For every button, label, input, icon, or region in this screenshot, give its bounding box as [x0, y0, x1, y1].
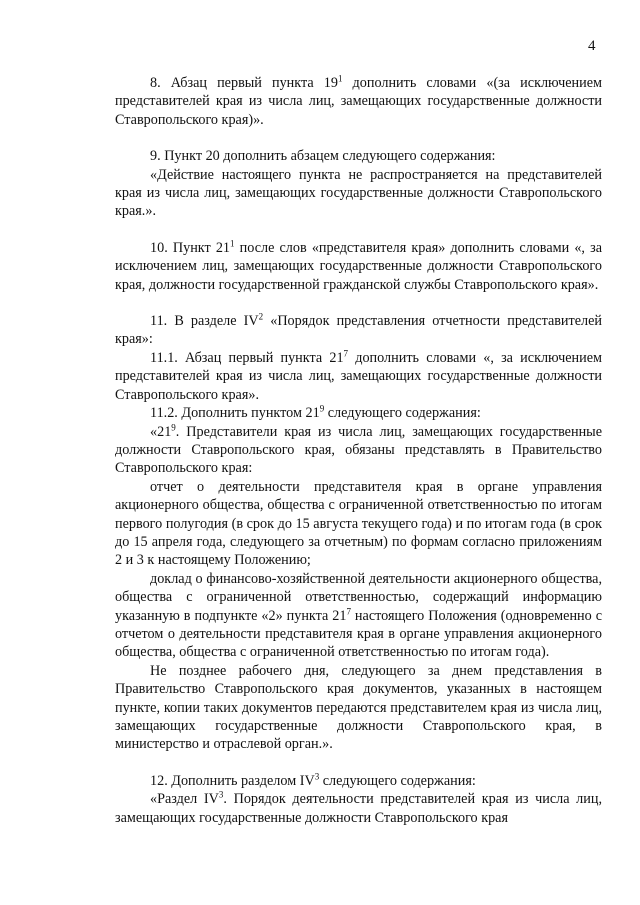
document-body	[115, 74, 602, 827]
item-11-2-paragraph: 11.2. Дополнить пунктом $21^9$ следующего содержания:	[150, 403, 481, 422]
item-11-title: 11. В разделе $IV^2$ «Порядок представления отчетности представителей края»:	[115, 311, 602, 348]
item-21-9-intro: «$21^9$. Представители края из числа лиц, замещающих государственные должности Ставропольского края, обязаны представлять в Правительство Ставропольского края:	[115, 421, 602, 477]
item-8-paragraph: 8. Абзац первый пункта $19^1$ дополнить словами «(за исключением представителей края из числа лиц, замещающих государственные должности Ставропольского края)».	[115, 73, 602, 128]
doklad-paragraph: доклад о финансово-хозяйственной деятельности акционерного общества, общества с ограниченной ответственностью, содержащий информацию указанную в подпункте «2» пункта $21^7$ настоящего Положения (одновременно с отчетом о деятельности представителя края в органе управления акционерного общества, общества с ограниченной ответственностью по итогам года).	[115, 570, 602, 661]
item-11-1-paragraph: 11.1. Абзац первый пункта $21^7$ дополнить словами «, за исключением представителей края из числа лиц, замещающих государственные должности Ставропольского края».	[115, 348, 602, 403]
item-12-title: 12. Дополнить разделом $IV^3$ следующего содержания:	[150, 771, 476, 789]
deadline-paragraph: Не позднее рабочего дня, следующего за днем представления в Правительство Ставропольского края документов, указанных в настоящем пункте, копии таких документов передаются представителем края из числа лиц, замещающих государственные должности Ставропольского края, в министерство и отраслевой орган.».	[115, 662, 602, 753]
item-10-paragraph: 10. Пункт $21^1$ после слов «представителя края» дополнить словами «, за исключением лиц, замещающих государственные должности Ставропольского края, должности государственной гражданской службы Ставропольского края».	[115, 238, 602, 293]
report-paragraph: отчет о деятельности представителя края в органе управления акционерного общества, общества с ограниченной ответственностью по итогам первого полугодия (в срок до 15 августа текущего года) и по итогам года (в срок до 15 апреля года, следующего за отчетным) по формам согласно приложениям 2 и 3 к настоящему Положению;	[115, 478, 602, 569]
item-9-text: «Действие настоящего пункта не распространяется на представителей края из числа лиц, замещающих государственные должности Ставропольского края.».	[115, 166, 602, 220]
section-iv3-heading: «Раздел $IV^3$. Порядок деятельности представителей края из числа лиц, замещающих государственные должности Ставропольского края	[115, 789, 602, 826]
page-number: 4	[588, 38, 596, 54]
item-9-title: 9. Пункт 20 дополнить абзацем следующего содержания:	[150, 148, 496, 165]
